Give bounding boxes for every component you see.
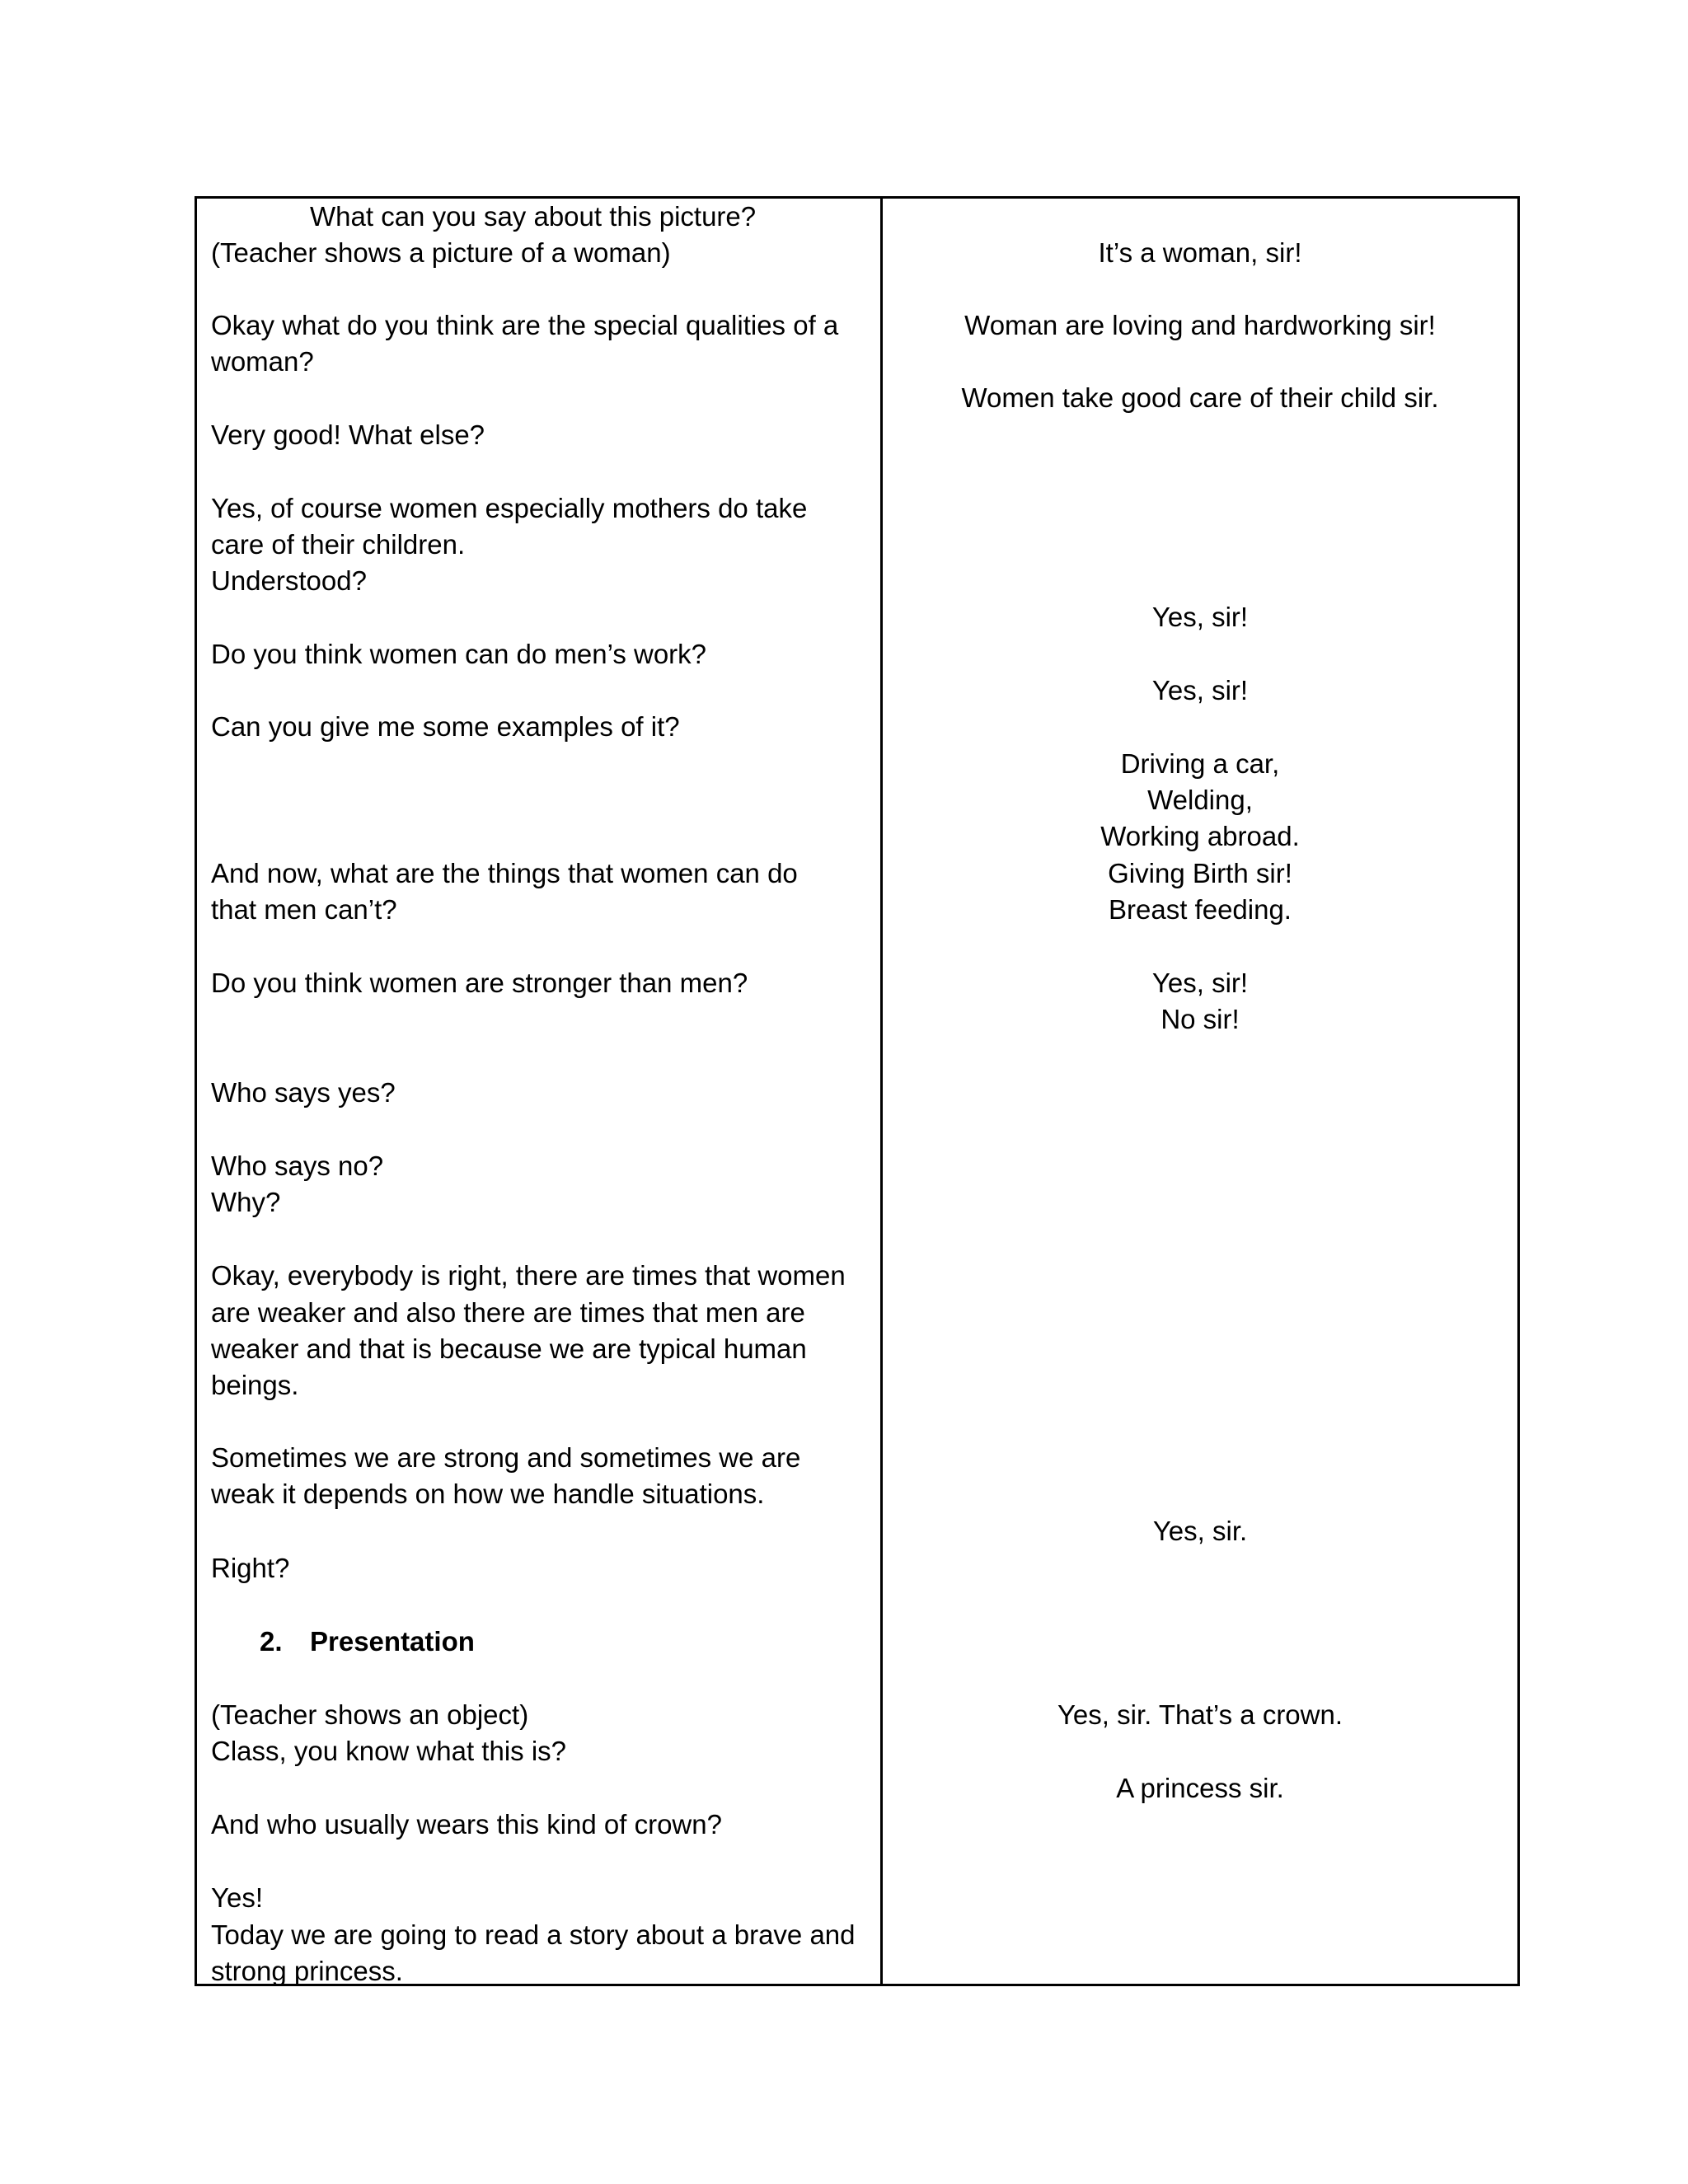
student-line: Yes, sir! xyxy=(1151,602,1249,632)
students-activity-column xyxy=(883,199,1517,1984)
student-line: Giving Birth sir! xyxy=(1108,858,1292,888)
student-line: It’s a woman, sir! xyxy=(1098,237,1302,268)
teacher-line: Do you think women can do men’s work? xyxy=(211,639,707,669)
teacher-line: Sometimes we are strong and sometimes we are xyxy=(211,1442,801,1473)
teacher-line: Class, you know what this is? xyxy=(211,1736,567,1766)
teacher-line: weak it depends on how we handle situations. xyxy=(211,1479,765,1509)
student-line: Yes, sir. xyxy=(1152,1516,1248,1546)
student-line: Woman are loving and hardworking sir! xyxy=(964,310,1436,340)
teacher-line: are weaker and also there are times that men are xyxy=(211,1297,805,1328)
teacher-line: Can you give me some examples of it? xyxy=(211,711,680,742)
teacher-line: Okay what do you think are the special qualities of a xyxy=(211,310,839,340)
student-line: Women take good care of their child sir. xyxy=(961,382,1439,413)
student-line: Breast feeding. xyxy=(1109,894,1292,925)
teacher-line: Who says no? xyxy=(211,1151,384,1181)
teacher-line: weaker and that is because we are typical human xyxy=(211,1333,807,1364)
teacher-line: Who says yes? xyxy=(211,1077,396,1108)
teacher-line: Very good! What else? xyxy=(211,419,485,450)
lesson-table xyxy=(195,196,1520,1986)
teacher-line: strong princess. xyxy=(211,1956,403,1986)
teacher-line: (Teacher shows a picture of a woman) xyxy=(211,237,671,268)
teacher-line: Okay, everybody is right, there are times that women xyxy=(211,1260,846,1291)
teacher-line: care of their children. xyxy=(211,529,466,560)
teacher-line: Do you think women are stronger than men? xyxy=(211,968,748,998)
teacher-line: that men can’t? xyxy=(211,894,397,925)
teacher-line: (Teacher shows an object) xyxy=(211,1699,529,1730)
teacher-line: And who usually wears this kind of crown? xyxy=(211,1809,722,1840)
student-line: No sir! xyxy=(1160,1004,1240,1034)
teacher-line: Understood? xyxy=(211,565,367,596)
student-line: Welding, xyxy=(1147,785,1253,815)
teacher-line: beings. xyxy=(211,1370,299,1400)
section-title: Presentation xyxy=(310,1626,475,1657)
student-line: Yes, sir! xyxy=(1151,968,1249,998)
teacher-line: Yes! xyxy=(211,1882,264,1913)
teacher-activity-column xyxy=(197,199,883,1984)
teacher-line: Today we are going to read a story about a brave and xyxy=(211,1919,856,1950)
student-line: Driving a car, xyxy=(1120,748,1280,779)
teacher-line: Right? xyxy=(211,1553,290,1583)
student-line: A princess sir. xyxy=(1116,1773,1284,1803)
student-line: Yes, sir! xyxy=(1151,675,1249,705)
teacher-line: Why? xyxy=(211,1187,281,1217)
teacher-line: woman? xyxy=(211,346,314,377)
teacher-line: Yes, of course women especially mothers do take xyxy=(211,493,808,523)
section-number: 2. xyxy=(260,1626,283,1657)
teacher-line: And now, what are the things that women can do xyxy=(211,858,798,888)
student-line: Working abroad. xyxy=(1100,821,1300,851)
student-line: Yes, sir. That’s a crown. xyxy=(1057,1699,1343,1730)
teacher-line: What can you say about this picture? xyxy=(310,201,757,232)
